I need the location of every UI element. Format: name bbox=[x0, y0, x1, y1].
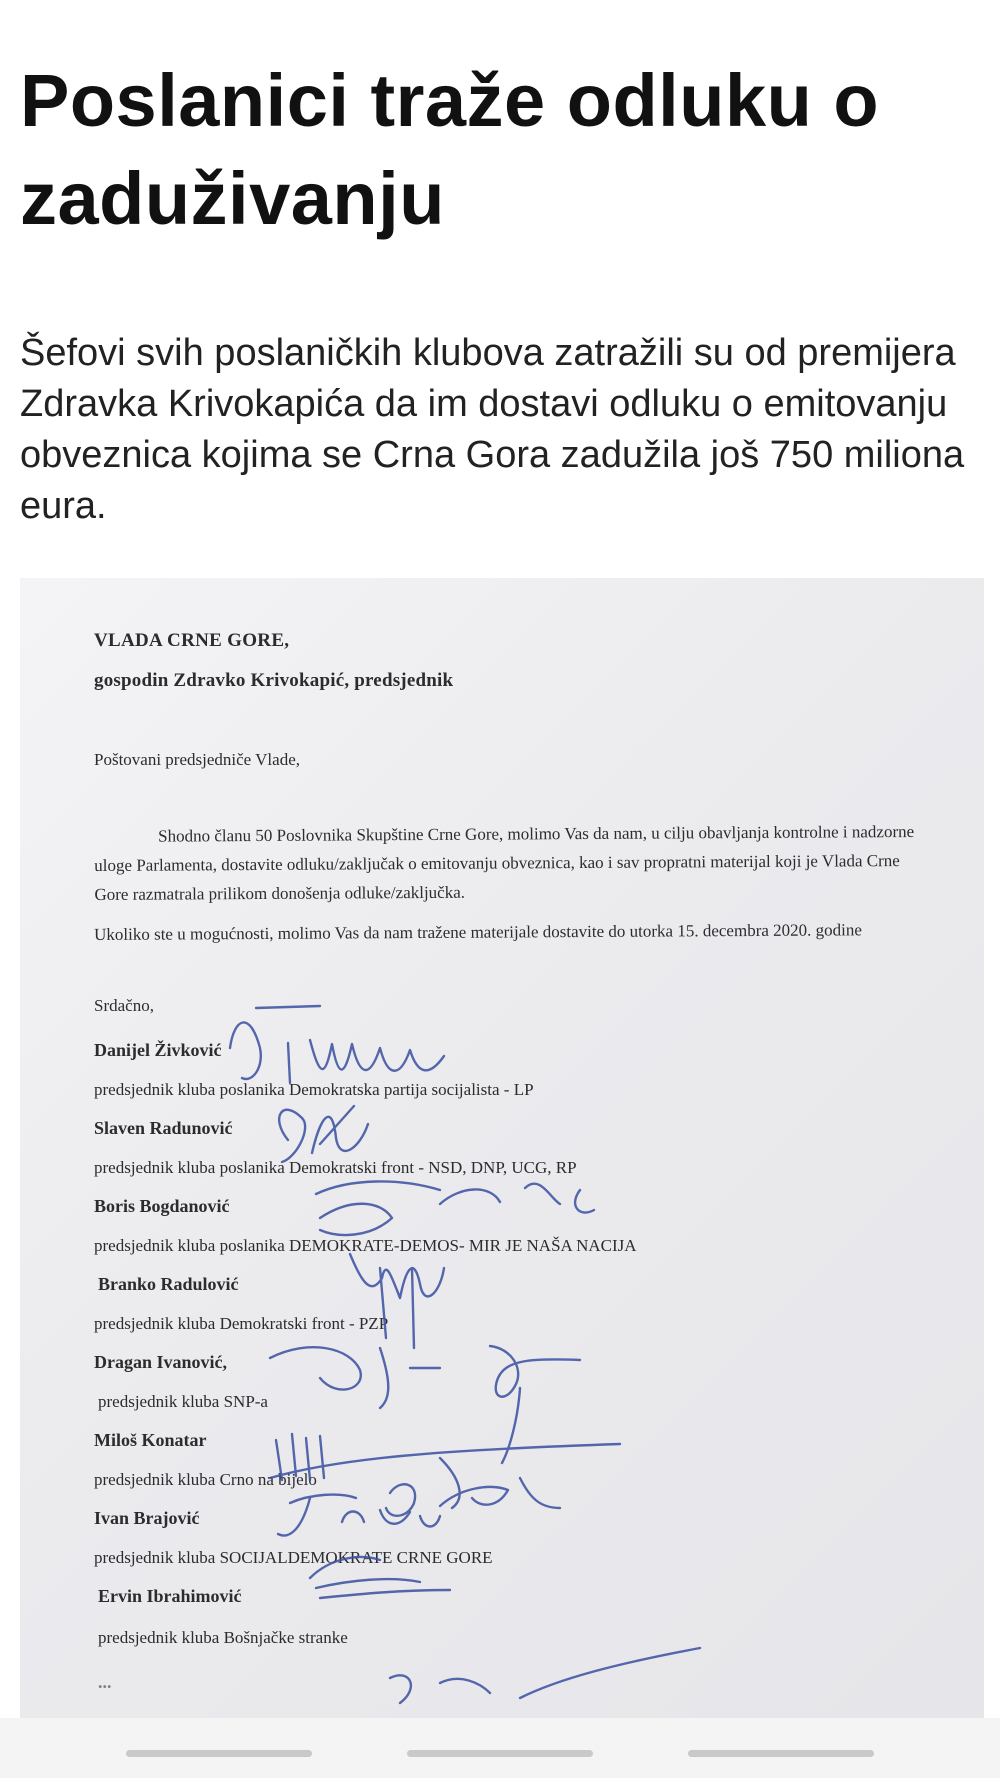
signatory-role: predsjednik kluba Demokratski front - PZP bbox=[94, 1314, 389, 1333]
cropped-signatory-name: ... bbox=[98, 1672, 112, 1692]
system-navigation-bar bbox=[0, 1718, 1000, 1778]
nav-home-handle[interactable] bbox=[407, 1750, 593, 1757]
addressee-line-1: VLADA CRNE GORE, bbox=[94, 630, 290, 651]
greeting: Poštovani predsjedniče Vlade, bbox=[94, 750, 301, 769]
signatory-role: predsjednik kluba Bošnjačke stranke bbox=[98, 1628, 348, 1647]
addressee-line-2: gospodin Zdravko Krivokapić, predsjednik bbox=[94, 670, 454, 691]
article-lede: Šefovi svih poslaničkih klubova zatražili su od premijera Zdravka Krivokapića da im dostavi odluku o emitovanju obveznica kojima se Crna Gora zadužila još 750 miliona eura. bbox=[20, 332, 965, 527]
document-photo bbox=[20, 578, 984, 1718]
signatory-name: Danijel Živković bbox=[94, 1040, 222, 1060]
signatory-name: Ivan Brajović bbox=[94, 1508, 200, 1528]
nav-back-handle[interactable] bbox=[126, 1750, 312, 1757]
signatory-role: predsjednik kluba SNP-a bbox=[98, 1392, 268, 1411]
signatory-name: Branko Radulović bbox=[98, 1274, 239, 1294]
signatory-role: predsjednik kluba poslanika Demokratski front - NSD, DNP, UCG, RP bbox=[94, 1158, 577, 1177]
signatory-name: Slaven Radunović bbox=[94, 1118, 233, 1138]
signatory-name: Ervin Ibrahimović bbox=[98, 1586, 242, 1606]
closing: Srdačno, bbox=[94, 996, 154, 1015]
nav-recents-handle[interactable] bbox=[688, 1750, 874, 1757]
signatory-role: predsjednik kluba SOCIJALDEMOKRATE CRNE GORE bbox=[94, 1548, 493, 1567]
signatory-name: Boris Bogdanović bbox=[94, 1196, 230, 1216]
signatory-name: Dragan Ivanović, bbox=[94, 1352, 228, 1372]
signatory-name: Miloš Konatar bbox=[94, 1430, 207, 1450]
signatory-role: predsjednik kluba poslanika Demokratska partija socijalista - LP bbox=[94, 1080, 534, 1099]
letter-paragraph-2: Ukoliko ste u mogućnosti, molimo Vas da nam tražene materijale dostavite do utorka 15. decembra 2020. godine bbox=[94, 920, 862, 944]
article-headline: Poslanici traže odluku o zaduživanju bbox=[20, 59, 880, 240]
letter-document bbox=[20, 578, 984, 1718]
letter-paragraph-1: Shodno članu 50 Poslovnika Skupštine Crne Gore, molimo Vas da nam, u cilju obavljanja kontrolne i nadzorne uloge Parlamenta, dostavite odluku/zaključak o emitovanju obveznica, kao i sav propratni materijal koji je Vlada Crne Gore razmatrala prilikom donošenja odluke/zaključka. bbox=[94, 821, 915, 904]
signatory-role: predsjednik kluba poslanika DEMOKRATE-DEMOS- MIR JE NAŠA NACIJA bbox=[94, 1236, 637, 1255]
signatory-role: predsjednik kluba Crno na bijelo bbox=[94, 1470, 317, 1489]
